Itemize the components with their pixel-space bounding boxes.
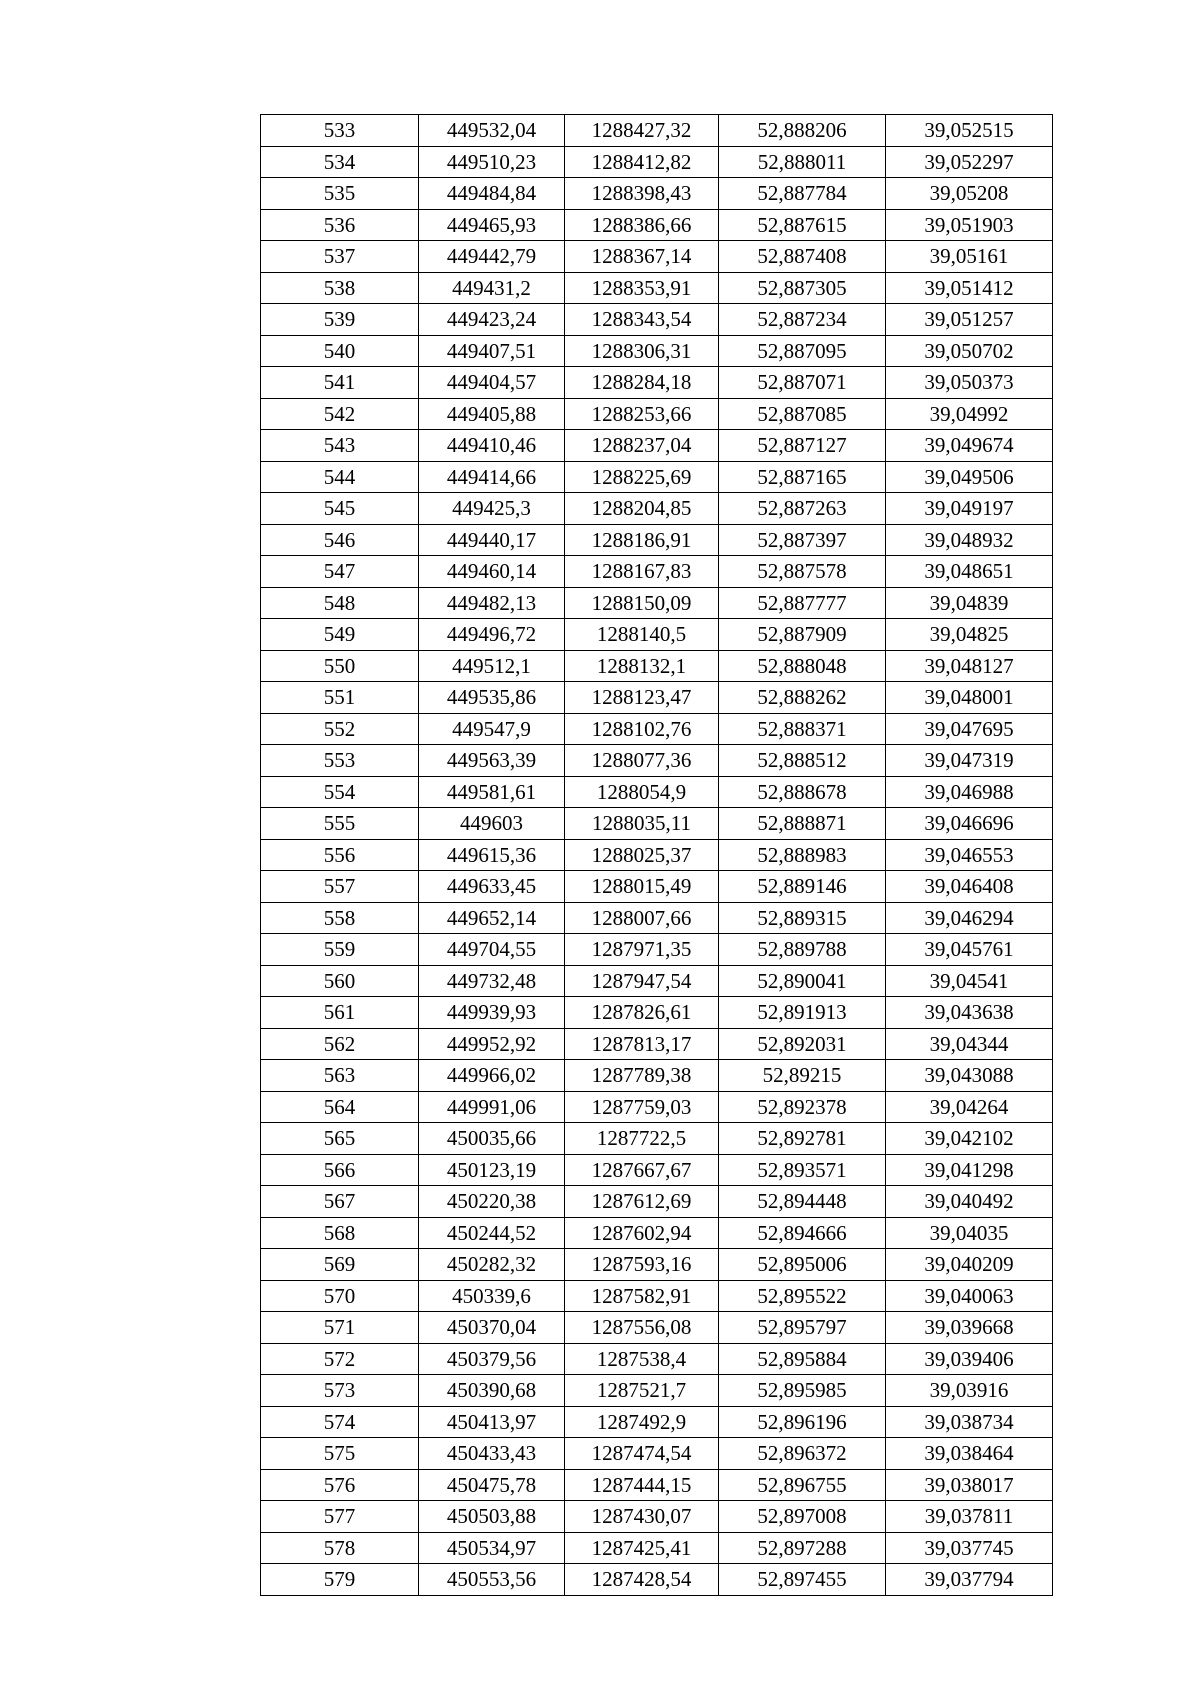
- table-row: [261, 1091, 1053, 1123]
- longitude-cell: 39,05161: [886, 241, 1053, 273]
- longitude-cell: 39,047319: [886, 745, 1053, 777]
- table-row: [261, 1028, 1053, 1060]
- latitude-cell: 52,887909: [719, 619, 886, 651]
- longitude-cell: 39,037794: [886, 1564, 1053, 1596]
- x-coordinate-cell: 449496,72: [419, 619, 565, 651]
- y-coordinate-cell: 1287430,07: [565, 1501, 719, 1533]
- x-coordinate-cell: 449633,45: [419, 871, 565, 903]
- point-number-cell: 542: [261, 398, 419, 430]
- point-number-cell: 544: [261, 461, 419, 493]
- latitude-cell: 52,894448: [719, 1186, 886, 1218]
- point-number-cell: 565: [261, 1123, 419, 1155]
- longitude-cell: 39,049197: [886, 493, 1053, 525]
- longitude-cell: 39,048932: [886, 524, 1053, 556]
- latitude-cell: 52,887777: [719, 587, 886, 619]
- longitude-cell: 39,048127: [886, 650, 1053, 682]
- latitude-cell: 52,887305: [719, 272, 886, 304]
- y-coordinate-cell: 1288398,43: [565, 178, 719, 210]
- table-row: [261, 1249, 1053, 1281]
- longitude-cell: 39,04541: [886, 965, 1053, 997]
- x-coordinate-cell: 449423,24: [419, 304, 565, 336]
- table-row: [261, 997, 1053, 1029]
- longitude-cell: 39,038734: [886, 1406, 1053, 1438]
- longitude-cell: 39,052297: [886, 146, 1053, 178]
- latitude-cell: 52,887397: [719, 524, 886, 556]
- x-coordinate-cell: 450220,38: [419, 1186, 565, 1218]
- latitude-cell: 52,887408: [719, 241, 886, 273]
- point-number-cell: 543: [261, 430, 419, 462]
- x-coordinate-cell: 450534,97: [419, 1532, 565, 1564]
- point-number-cell: 563: [261, 1060, 419, 1092]
- table-row: [261, 1375, 1053, 1407]
- y-coordinate-cell: 1287521,7: [565, 1375, 719, 1407]
- latitude-cell: 52,888011: [719, 146, 886, 178]
- point-number-cell: 577: [261, 1501, 419, 1533]
- y-coordinate-cell: 1288284,18: [565, 367, 719, 399]
- y-coordinate-cell: 1288007,66: [565, 902, 719, 934]
- x-coordinate-cell: 449465,93: [419, 209, 565, 241]
- latitude-cell: 52,887085: [719, 398, 886, 430]
- latitude-cell: 52,889788: [719, 934, 886, 966]
- longitude-cell: 39,04992: [886, 398, 1053, 430]
- longitude-cell: 39,04825: [886, 619, 1053, 651]
- table-row: [261, 808, 1053, 840]
- longitude-cell: 39,038017: [886, 1469, 1053, 1501]
- latitude-cell: 52,888678: [719, 776, 886, 808]
- point-number-cell: 560: [261, 965, 419, 997]
- latitude-cell: 52,895985: [719, 1375, 886, 1407]
- point-number-cell: 559: [261, 934, 419, 966]
- x-coordinate-cell: 450475,78: [419, 1469, 565, 1501]
- table-row: [261, 1280, 1053, 1312]
- table-row: [261, 115, 1053, 147]
- latitude-cell: 52,888206: [719, 115, 886, 147]
- y-coordinate-cell: 1287428,54: [565, 1564, 719, 1596]
- table-row: [261, 1186, 1053, 1218]
- table-row: [261, 713, 1053, 745]
- x-coordinate-cell: 449442,79: [419, 241, 565, 273]
- x-coordinate-cell: 449440,17: [419, 524, 565, 556]
- latitude-cell: 52,896755: [719, 1469, 886, 1501]
- y-coordinate-cell: 1287425,41: [565, 1532, 719, 1564]
- x-coordinate-cell: 449952,92: [419, 1028, 565, 1060]
- table-row: [261, 650, 1053, 682]
- x-coordinate-cell: 450244,52: [419, 1217, 565, 1249]
- coordinates-table: [260, 114, 1053, 1596]
- y-coordinate-cell: 1288186,91: [565, 524, 719, 556]
- point-number-cell: 545: [261, 493, 419, 525]
- x-coordinate-cell: 449532,04: [419, 115, 565, 147]
- latitude-cell: 52,896372: [719, 1438, 886, 1470]
- longitude-cell: 39,046988: [886, 776, 1053, 808]
- y-coordinate-cell: 1288102,76: [565, 713, 719, 745]
- point-number-cell: 574: [261, 1406, 419, 1438]
- point-number-cell: 547: [261, 556, 419, 588]
- y-coordinate-cell: 1288150,09: [565, 587, 719, 619]
- table-row: [261, 493, 1053, 525]
- x-coordinate-cell: 449460,14: [419, 556, 565, 588]
- longitude-cell: 39,050702: [886, 335, 1053, 367]
- point-number-cell: 546: [261, 524, 419, 556]
- y-coordinate-cell: 1288343,54: [565, 304, 719, 336]
- table-row: [261, 1123, 1053, 1155]
- x-coordinate-cell: 450379,56: [419, 1343, 565, 1375]
- x-coordinate-cell: 449732,48: [419, 965, 565, 997]
- longitude-cell: 39,042102: [886, 1123, 1053, 1155]
- longitude-cell: 39,040209: [886, 1249, 1053, 1281]
- x-coordinate-cell: 449404,57: [419, 367, 565, 399]
- x-coordinate-cell: 450433,43: [419, 1438, 565, 1470]
- y-coordinate-cell: 1287538,4: [565, 1343, 719, 1375]
- table-row: [261, 1406, 1053, 1438]
- table-row: [261, 1438, 1053, 1470]
- y-coordinate-cell: 1287492,9: [565, 1406, 719, 1438]
- x-coordinate-cell: 450339,6: [419, 1280, 565, 1312]
- longitude-cell: 39,041298: [886, 1154, 1053, 1186]
- x-coordinate-cell: 449939,93: [419, 997, 565, 1029]
- x-coordinate-cell: 449615,36: [419, 839, 565, 871]
- longitude-cell: 39,045761: [886, 934, 1053, 966]
- table-row: [261, 178, 1053, 210]
- y-coordinate-cell: 1287826,61: [565, 997, 719, 1029]
- longitude-cell: 39,051412: [886, 272, 1053, 304]
- point-number-cell: 575: [261, 1438, 419, 1470]
- y-coordinate-cell: 1288123,47: [565, 682, 719, 714]
- y-coordinate-cell: 1287582,91: [565, 1280, 719, 1312]
- table-row: [261, 745, 1053, 777]
- x-coordinate-cell: 449414,66: [419, 461, 565, 493]
- table-row: [261, 1343, 1053, 1375]
- table-row: [261, 1564, 1053, 1596]
- longitude-cell: 39,05208: [886, 178, 1053, 210]
- y-coordinate-cell: 1287556,08: [565, 1312, 719, 1344]
- latitude-cell: 52,887578: [719, 556, 886, 588]
- longitude-cell: 39,039406: [886, 1343, 1053, 1375]
- x-coordinate-cell: 449484,84: [419, 178, 565, 210]
- x-coordinate-cell: 449535,86: [419, 682, 565, 714]
- latitude-cell: 52,887615: [719, 209, 886, 241]
- point-number-cell: 567: [261, 1186, 419, 1218]
- latitude-cell: 52,894666: [719, 1217, 886, 1249]
- y-coordinate-cell: 1288077,36: [565, 745, 719, 777]
- point-number-cell: 539: [261, 304, 419, 336]
- x-coordinate-cell: 449425,3: [419, 493, 565, 525]
- longitude-cell: 39,052515: [886, 115, 1053, 147]
- y-coordinate-cell: 1288412,82: [565, 146, 719, 178]
- y-coordinate-cell: 1287971,35: [565, 934, 719, 966]
- latitude-cell: 52,895006: [719, 1249, 886, 1281]
- latitude-cell: 52,888983: [719, 839, 886, 871]
- y-coordinate-cell: 1287612,69: [565, 1186, 719, 1218]
- x-coordinate-cell: 450553,56: [419, 1564, 565, 1596]
- table-row: [261, 1312, 1053, 1344]
- latitude-cell: 52,888371: [719, 713, 886, 745]
- table-row: [261, 209, 1053, 241]
- longitude-cell: 39,03916: [886, 1375, 1053, 1407]
- longitude-cell: 39,039668: [886, 1312, 1053, 1344]
- y-coordinate-cell: 1288140,5: [565, 619, 719, 651]
- x-coordinate-cell: 449410,46: [419, 430, 565, 462]
- point-number-cell: 551: [261, 682, 419, 714]
- x-coordinate-cell: 449581,61: [419, 776, 565, 808]
- table-row: [261, 398, 1053, 430]
- table-row: [261, 934, 1053, 966]
- longitude-cell: 39,046553: [886, 839, 1053, 871]
- table-row: [261, 682, 1053, 714]
- coordinates-table-body: [261, 115, 1053, 1596]
- latitude-cell: 52,888871: [719, 808, 886, 840]
- longitude-cell: 39,049506: [886, 461, 1053, 493]
- y-coordinate-cell: 1287789,38: [565, 1060, 719, 1092]
- x-coordinate-cell: 449510,23: [419, 146, 565, 178]
- point-number-cell: 576: [261, 1469, 419, 1501]
- x-coordinate-cell: 449563,39: [419, 745, 565, 777]
- table-row: [261, 965, 1053, 997]
- latitude-cell: 52,897288: [719, 1532, 886, 1564]
- point-number-cell: 566: [261, 1154, 419, 1186]
- x-coordinate-cell: 449991,06: [419, 1091, 565, 1123]
- point-number-cell: 579: [261, 1564, 419, 1596]
- table-row: [261, 1217, 1053, 1249]
- latitude-cell: 52,887095: [719, 335, 886, 367]
- x-coordinate-cell: 449512,1: [419, 650, 565, 682]
- point-number-cell: 538: [261, 272, 419, 304]
- y-coordinate-cell: 1287759,03: [565, 1091, 719, 1123]
- point-number-cell: 569: [261, 1249, 419, 1281]
- point-number-cell: 562: [261, 1028, 419, 1060]
- y-coordinate-cell: 1288035,11: [565, 808, 719, 840]
- latitude-cell: 52,895797: [719, 1312, 886, 1344]
- longitude-cell: 39,040492: [886, 1186, 1053, 1218]
- y-coordinate-cell: 1288167,83: [565, 556, 719, 588]
- table-row: [261, 430, 1053, 462]
- point-number-cell: 561: [261, 997, 419, 1029]
- longitude-cell: 39,04264: [886, 1091, 1053, 1123]
- point-number-cell: 568: [261, 1217, 419, 1249]
- x-coordinate-cell: 449405,88: [419, 398, 565, 430]
- point-number-cell: 564: [261, 1091, 419, 1123]
- point-number-cell: 534: [261, 146, 419, 178]
- latitude-cell: 52,897455: [719, 1564, 886, 1596]
- latitude-cell: 52,888512: [719, 745, 886, 777]
- x-coordinate-cell: 449603: [419, 808, 565, 840]
- x-coordinate-cell: 449704,55: [419, 934, 565, 966]
- longitude-cell: 39,046294: [886, 902, 1053, 934]
- point-number-cell: 553: [261, 745, 419, 777]
- longitude-cell: 39,04344: [886, 1028, 1053, 1060]
- latitude-cell: 52,887234: [719, 304, 886, 336]
- point-number-cell: 556: [261, 839, 419, 871]
- longitude-cell: 39,040063: [886, 1280, 1053, 1312]
- y-coordinate-cell: 1288054,9: [565, 776, 719, 808]
- x-coordinate-cell: 450035,66: [419, 1123, 565, 1155]
- longitude-cell: 39,037811: [886, 1501, 1053, 1533]
- longitude-cell: 39,046696: [886, 808, 1053, 840]
- y-coordinate-cell: 1287813,17: [565, 1028, 719, 1060]
- y-coordinate-cell: 1288367,14: [565, 241, 719, 273]
- point-number-cell: 541: [261, 367, 419, 399]
- y-coordinate-cell: 1288253,66: [565, 398, 719, 430]
- point-number-cell: 533: [261, 115, 419, 147]
- latitude-cell: 52,895522: [719, 1280, 886, 1312]
- x-coordinate-cell: 449652,14: [419, 902, 565, 934]
- latitude-cell: 52,895884: [719, 1343, 886, 1375]
- y-coordinate-cell: 1287593,16: [565, 1249, 719, 1281]
- latitude-cell: 52,887263: [719, 493, 886, 525]
- table-row: [261, 871, 1053, 903]
- table-row: [261, 1469, 1053, 1501]
- table-row: [261, 1501, 1053, 1533]
- table-row: [261, 587, 1053, 619]
- y-coordinate-cell: 1288427,32: [565, 115, 719, 147]
- y-coordinate-cell: 1288306,31: [565, 335, 719, 367]
- y-coordinate-cell: 1287444,15: [565, 1469, 719, 1501]
- table-row: [261, 146, 1053, 178]
- longitude-cell: 39,047695: [886, 713, 1053, 745]
- table-row: [261, 335, 1053, 367]
- longitude-cell: 39,046408: [886, 871, 1053, 903]
- latitude-cell: 52,897008: [719, 1501, 886, 1533]
- x-coordinate-cell: 449547,9: [419, 713, 565, 745]
- x-coordinate-cell: 450390,68: [419, 1375, 565, 1407]
- table-row: [261, 619, 1053, 651]
- latitude-cell: 52,887784: [719, 178, 886, 210]
- y-coordinate-cell: 1288386,66: [565, 209, 719, 241]
- point-number-cell: 573: [261, 1375, 419, 1407]
- table-row: [261, 241, 1053, 273]
- table-row: [261, 272, 1053, 304]
- longitude-cell: 39,037745: [886, 1532, 1053, 1564]
- longitude-cell: 39,051257: [886, 304, 1053, 336]
- x-coordinate-cell: 450370,04: [419, 1312, 565, 1344]
- point-number-cell: 536: [261, 209, 419, 241]
- table-row: [261, 1060, 1053, 1092]
- table-row: [261, 304, 1053, 336]
- point-number-cell: 572: [261, 1343, 419, 1375]
- y-coordinate-cell: 1288237,04: [565, 430, 719, 462]
- point-number-cell: 578: [261, 1532, 419, 1564]
- longitude-cell: 39,048001: [886, 682, 1053, 714]
- point-number-cell: 552: [261, 713, 419, 745]
- latitude-cell: 52,890041: [719, 965, 886, 997]
- latitude-cell: 52,889146: [719, 871, 886, 903]
- table-row: [261, 556, 1053, 588]
- table-row: [261, 367, 1053, 399]
- y-coordinate-cell: 1287667,67: [565, 1154, 719, 1186]
- latitude-cell: 52,889315: [719, 902, 886, 934]
- table-row: [261, 776, 1053, 808]
- latitude-cell: 52,892378: [719, 1091, 886, 1123]
- point-number-cell: 558: [261, 902, 419, 934]
- longitude-cell: 39,049674: [886, 430, 1053, 462]
- table-row: [261, 461, 1053, 493]
- point-number-cell: 555: [261, 808, 419, 840]
- table-row: [261, 839, 1053, 871]
- y-coordinate-cell: 1287602,94: [565, 1217, 719, 1249]
- longitude-cell: 39,050373: [886, 367, 1053, 399]
- x-coordinate-cell: 450282,32: [419, 1249, 565, 1281]
- latitude-cell: 52,887071: [719, 367, 886, 399]
- x-coordinate-cell: 450413,97: [419, 1406, 565, 1438]
- point-number-cell: 557: [261, 871, 419, 903]
- x-coordinate-cell: 449431,2: [419, 272, 565, 304]
- latitude-cell: 52,887127: [719, 430, 886, 462]
- latitude-cell: 52,888262: [719, 682, 886, 714]
- x-coordinate-cell: 449407,51: [419, 335, 565, 367]
- latitude-cell: 52,887165: [719, 461, 886, 493]
- longitude-cell: 39,051903: [886, 209, 1053, 241]
- longitude-cell: 39,04035: [886, 1217, 1053, 1249]
- latitude-cell: 52,892031: [719, 1028, 886, 1060]
- point-number-cell: 554: [261, 776, 419, 808]
- y-coordinate-cell: 1288204,85: [565, 493, 719, 525]
- y-coordinate-cell: 1287722,5: [565, 1123, 719, 1155]
- point-number-cell: 548: [261, 587, 419, 619]
- longitude-cell: 39,04839: [886, 587, 1053, 619]
- point-number-cell: 549: [261, 619, 419, 651]
- point-number-cell: 540: [261, 335, 419, 367]
- y-coordinate-cell: 1287947,54: [565, 965, 719, 997]
- table-row: [261, 524, 1053, 556]
- point-number-cell: 535: [261, 178, 419, 210]
- table-row: [261, 1154, 1053, 1186]
- point-number-cell: 537: [261, 241, 419, 273]
- longitude-cell: 39,043088: [886, 1060, 1053, 1092]
- point-number-cell: 571: [261, 1312, 419, 1344]
- x-coordinate-cell: 450503,88: [419, 1501, 565, 1533]
- longitude-cell: 39,043638: [886, 997, 1053, 1029]
- latitude-cell: 52,89215: [719, 1060, 886, 1092]
- y-coordinate-cell: 1288132,1: [565, 650, 719, 682]
- y-coordinate-cell: 1287474,54: [565, 1438, 719, 1470]
- latitude-cell: 52,888048: [719, 650, 886, 682]
- y-coordinate-cell: 1288015,49: [565, 871, 719, 903]
- point-number-cell: 570: [261, 1280, 419, 1312]
- table-row: [261, 902, 1053, 934]
- x-coordinate-cell: 449966,02: [419, 1060, 565, 1092]
- latitude-cell: 52,893571: [719, 1154, 886, 1186]
- latitude-cell: 52,891913: [719, 997, 886, 1029]
- y-coordinate-cell: 1288353,91: [565, 272, 719, 304]
- longitude-cell: 39,048651: [886, 556, 1053, 588]
- point-number-cell: 550: [261, 650, 419, 682]
- y-coordinate-cell: 1288225,69: [565, 461, 719, 493]
- latitude-cell: 52,896196: [719, 1406, 886, 1438]
- y-coordinate-cell: 1288025,37: [565, 839, 719, 871]
- table-row: [261, 1532, 1053, 1564]
- x-coordinate-cell: 450123,19: [419, 1154, 565, 1186]
- x-coordinate-cell: 449482,13: [419, 587, 565, 619]
- longitude-cell: 39,038464: [886, 1438, 1053, 1470]
- latitude-cell: 52,892781: [719, 1123, 886, 1155]
